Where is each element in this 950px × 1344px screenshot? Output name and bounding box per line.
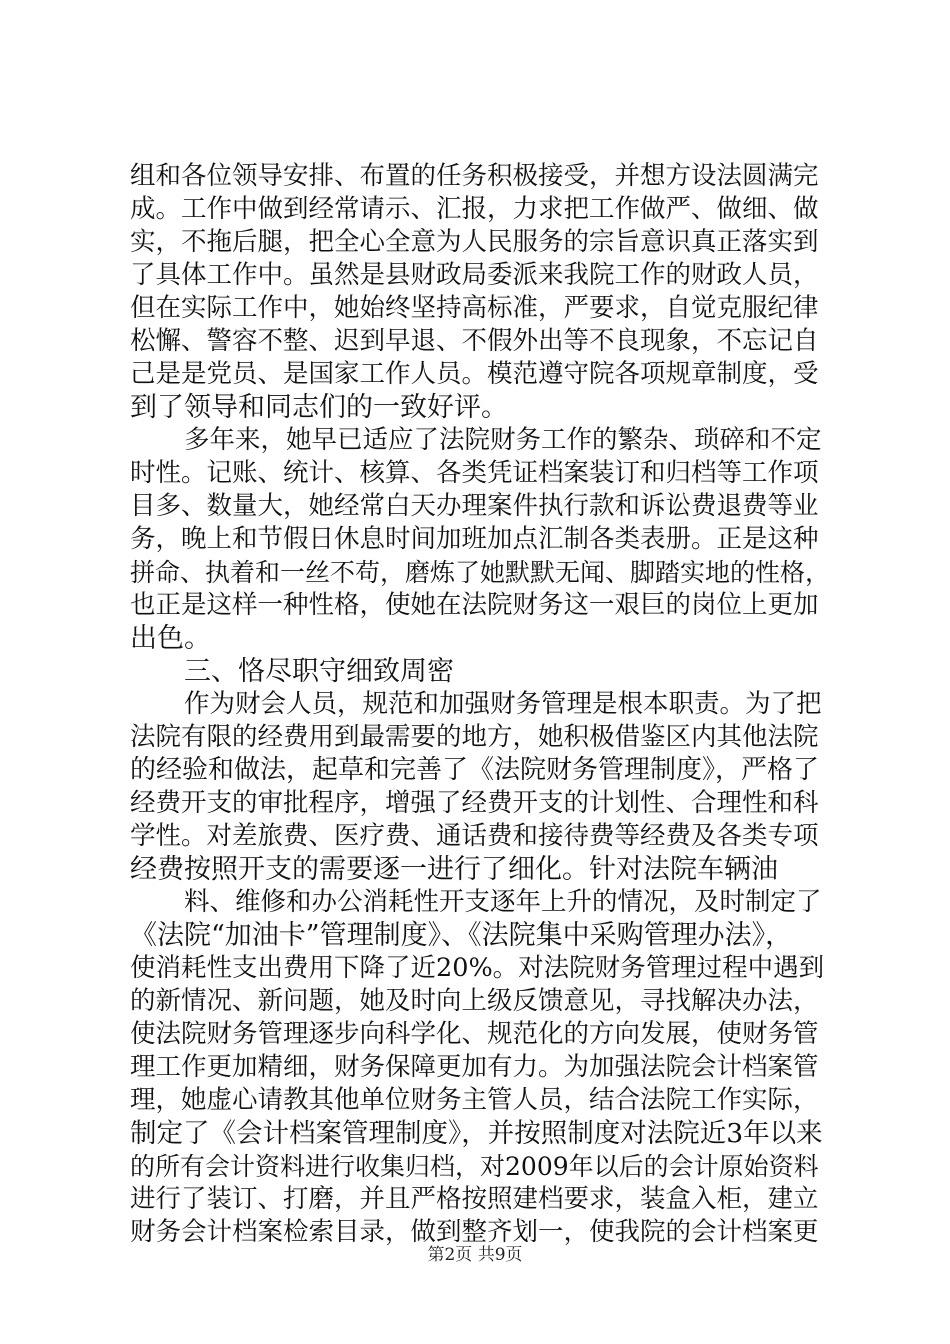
text-line: 理，她虚心请教其他单位财务主管人员，结合法院工作实际， (130, 1085, 819, 1115)
text-line: 法院有限的经费用到最需要的地方，她积极借鉴区内其他法院 (130, 722, 819, 752)
text-line: 了具体工作中。虽然是县财政局委派来我院工作的财政人员， (130, 260, 819, 290)
text-line: 拼命、执着和一丝不苟，磨炼了她默默无闻、脚踏实地的性格， (130, 558, 831, 587)
text-line: 实，不拖后腿，把全心全意为人民服务的宗旨意识真正落实到 (130, 227, 819, 257)
text-line: 理工作更加精细，财务保障更加有力。为加强法院会计档案管 (130, 1052, 819, 1082)
text-line: 进行了装订、打磨，并且严格按照建档要求，装盒入柜，建立 (130, 1184, 819, 1214)
text-line: 但在实际工作中，她始终坚持高标准，严要求，自觉克服纪律 (130, 293, 819, 323)
text-line: 多年来，她早已适应了法院财务工作的繁杂、琐碎和不定 (184, 425, 822, 455)
text-line: 经费按照开支的需要逐一进行了细化。针对法院车辆油 (130, 854, 778, 885)
text-line: 的新情况、新问题，她及时向上级反馈意见，寻找解决办法， (130, 986, 819, 1016)
page-number-footer: 第2页 共9页 (427, 1245, 523, 1265)
text-line: 经费开支的审批程序，增强了经费开支的计划性、合理性和科 (130, 788, 819, 818)
text-line: 也正是这样一种性格，使她在法院财务这一艰巨的岗位上更加 (130, 590, 819, 620)
text-line: 时性。记账、统计、核算、各类凭证档案装订和归档等工作项 (130, 458, 819, 488)
text-line: 制定了《会计档案管理制度》，并按照制度对法院近3年以来 (130, 1118, 823, 1149)
text-line: 作为财会人员，规范和加强财务管理是根本职责。为了把 (184, 689, 822, 719)
text-line: 出色。 (130, 623, 211, 654)
document-body (130, 160, 830, 1249)
text-line: 务，晚上和节假日休息时间加班加点汇制各类表册。正是这种 (130, 524, 819, 554)
text-line: 学性。对差旅费、医疗费、通话费和接待费等经费及各类专项 (130, 821, 819, 851)
text-line: 组和各位领导安排、布置的任务积极接受，并想方设法圆满完 (130, 161, 819, 191)
text-line: 《法院“加油卡”管理制度》、《法院集中采购管理办法》， (130, 920, 793, 951)
text-line: 料、维修和办公消耗性开支逐年上升的情况，及时制定了 (184, 887, 822, 917)
text-line: 松懈、警容不整、迟到早退、不假外出等不良现象，不忘记自 (130, 326, 819, 356)
text-line: 己是是党员、是国家工作人员。模范遵守院各项规章制度，受 (130, 359, 819, 389)
text-line: 到了领导和同志们的一致好评。 (130, 392, 508, 423)
text-line: 的所有会计资料进行收集归档，对2009年以后的会计原始资料 (130, 1152, 819, 1181)
text-line: 三、恪尽职守细致周密 (184, 656, 454, 687)
text-line: 财务会计档案检索目录，做到整齐划一，使我院的会计档案更 (130, 1217, 819, 1247)
text-line: 使消耗性支出费用下降了近20%。对法院财务管理过程中遇到 (130, 953, 825, 983)
text-line: 的经验和做法，起草和完善了《法院财务管理制度》，严格了 (130, 755, 820, 785)
text-line: 使法院财务管理逐步向科学化、规范化的方向发展，使财务管 (130, 1019, 819, 1049)
text-line: 目多、数量大，她经常白天办理案件执行款和诉讼费退费等业 (130, 491, 819, 521)
text-line: 成。工作中做到经常请示、汇报，力求把工作做严、做细、做 (130, 194, 819, 224)
